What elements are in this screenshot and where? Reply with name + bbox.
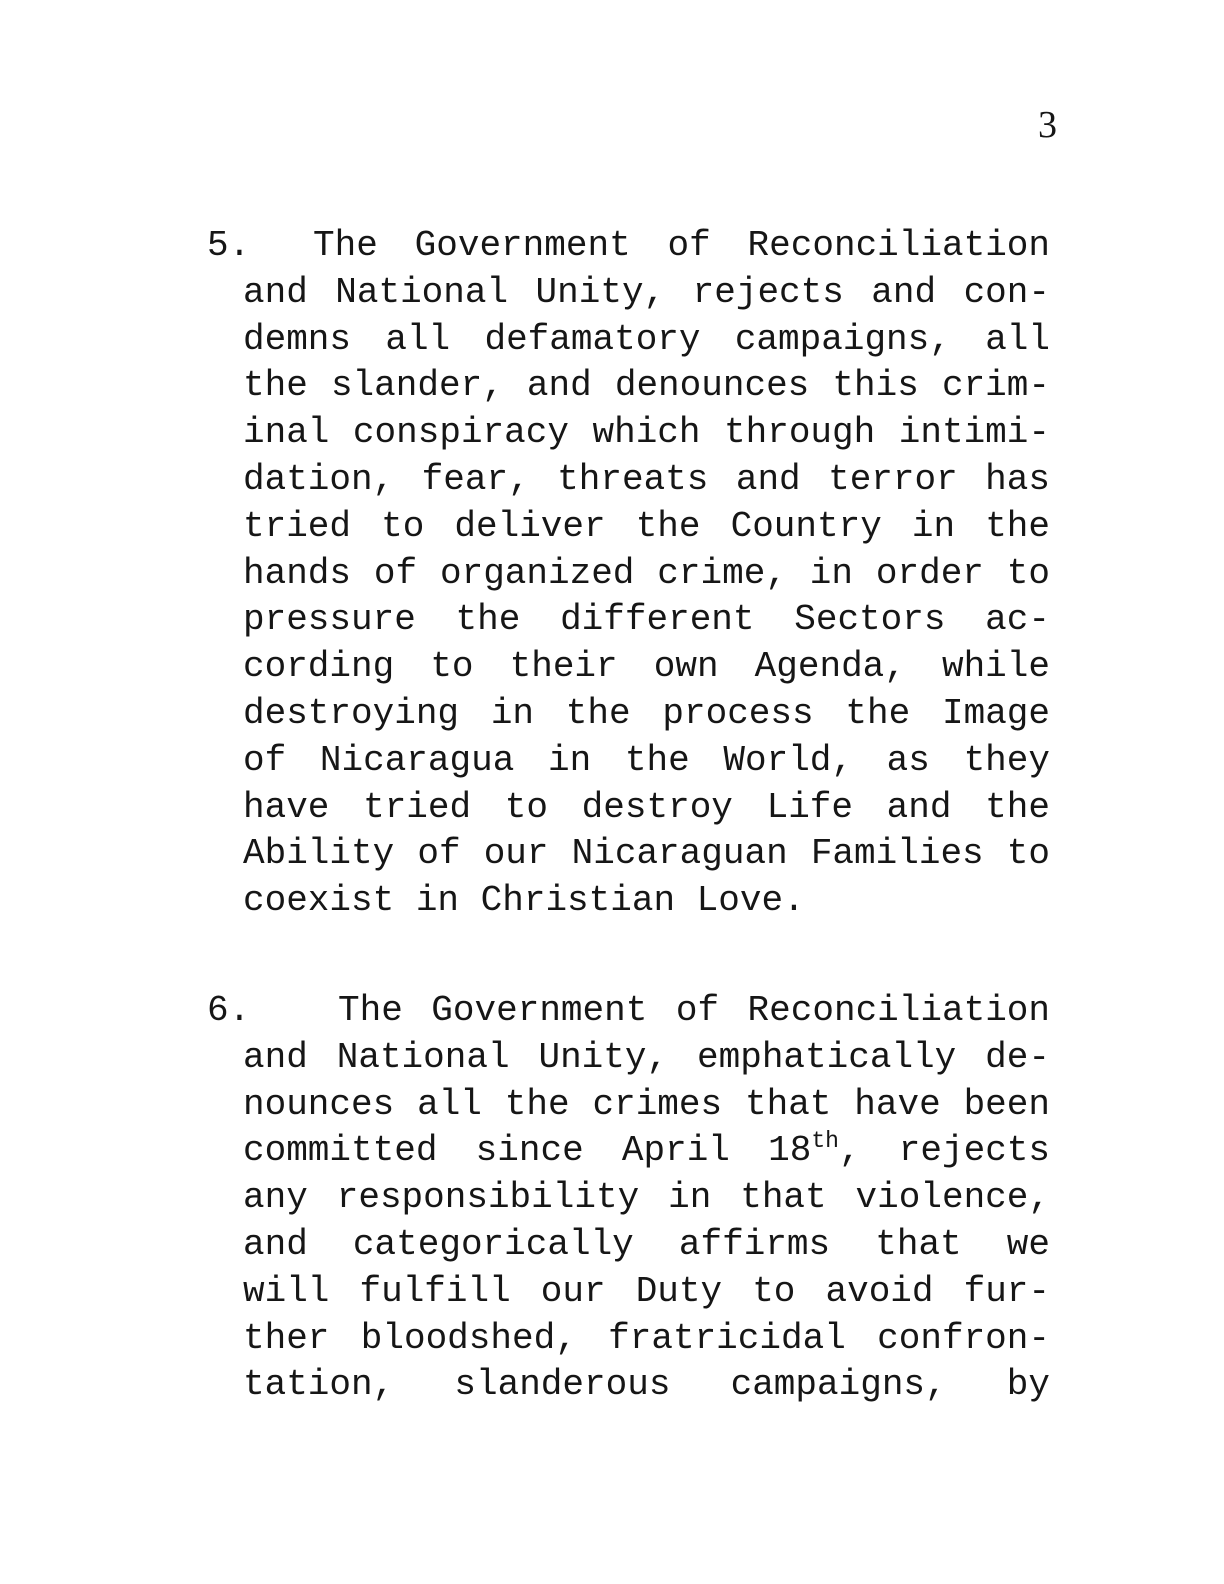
text-line: the slander, and denounces this crim- <box>243 365 1050 407</box>
text-line: inal conspiracy which through intimi- <box>243 412 1050 454</box>
text-line: and National Unity, emphatically de- <box>243 1036 1050 1078</box>
text-line: 5. The Government of Reconciliation <box>207 223 1050 270</box>
text-line: will fulfill our Duty to avoid fur- <box>243 1270 1050 1312</box>
paragraph <box>0 988 1050 1409</box>
superscript-text: th <box>811 1128 839 1155</box>
document-body <box>0 223 1050 1409</box>
text-line: 6. The Government of Reconciliation <box>207 988 1050 1035</box>
paragraph <box>0 223 1050 925</box>
text-line: and National Unity, rejects and con- <box>243 271 1050 313</box>
text-line: cording to their own Agenda, while <box>243 646 1050 688</box>
text-line: coexist in Christian Love. <box>243 880 805 922</box>
text-line: tation, slanderous campaigns, by <box>243 1364 1050 1406</box>
text-line: destroying in the process the Image <box>243 692 1050 734</box>
text-line: ther bloodshed, fratricidal confron- <box>243 1317 1050 1359</box>
text-line: Ability of our Nicaraguan Families to <box>243 833 1050 875</box>
paragraph-number: 5. <box>207 225 251 266</box>
page-number: 3 <box>1038 104 1057 146</box>
text-line: demns all defamatory campaigns, all <box>243 318 1050 360</box>
text-line: dation, fear, threats and terror has <box>243 458 1050 500</box>
text-line: of Nicaragua in the World, as they <box>243 739 1050 781</box>
text-line: nounces all the crimes that have been <box>243 1083 1050 1125</box>
paragraph-number: 6. <box>207 989 251 1031</box>
text-line: and categorically affirms that we <box>243 1223 1050 1265</box>
text-line: have tried to destroy Life and the <box>243 786 1050 828</box>
text-line: pressure the different Sectors ac- <box>243 599 1050 641</box>
text-line: tried to deliver the Country in the <box>243 505 1050 547</box>
text-line: committed since April 18th, rejects <box>243 1128 1051 1172</box>
text-line: any responsibility in that violence, <box>243 1177 1050 1219</box>
text-line: hands of organized crime, in order to <box>243 552 1050 594</box>
